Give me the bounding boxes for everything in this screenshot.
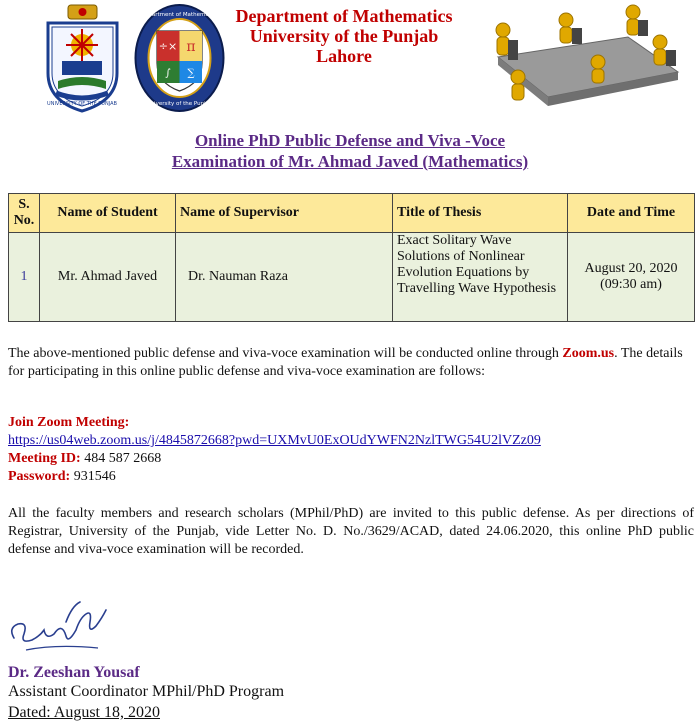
- header-supervisor: Name of Supervisor: [176, 194, 393, 233]
- cell-supervisor: Dr. Nauman Raza: [176, 233, 393, 322]
- meeting-id-label: Meeting ID:: [8, 451, 81, 466]
- header-sno: S. No.: [9, 194, 40, 233]
- signatory-name: Dr. Zeeshan Yousaf: [8, 664, 140, 681]
- password-label: Password:: [8, 469, 71, 484]
- university-logo-text: UNIVERSITY OF THE PUNJAB: [47, 101, 117, 107]
- cell-thesis: Exact Solitary Wave Solutions of Nonlinear Evolution Equations by Travelling Wave Hypothesis: [393, 233, 568, 322]
- header-date-time: Date and Time: [568, 194, 695, 233]
- university-of-punjab-logo: [40, 3, 125, 113]
- dept-logo-bottom-text: University of the Punjab: [146, 101, 213, 107]
- svg-text:∑: ∑: [187, 68, 195, 79]
- table-header-row: [9, 194, 695, 233]
- svg-text:π: π: [186, 39, 196, 55]
- join-zoom-label: Join Zoom Meeting:: [8, 415, 130, 430]
- cell-date: August 20, 2020: [584, 261, 678, 276]
- meeting-id-value: 484 587 2668: [84, 451, 162, 466]
- signatory-title: Assistant Coordinator MPhil/PhD Program: [8, 683, 285, 700]
- paragraph-invitation: All the faculty members and research scholars (MPhil/PhD) are invited to this public defense. As per directions of Registrar, University of the Punjab, vide Letter No. D. No./3629/ACAD, dated 24.06.2020, this online PhD public defense and viva-voce examination will be recorded.: [8, 506, 694, 557]
- cell-sno: 1: [9, 233, 40, 322]
- meeting-table-illustration: [478, 2, 688, 110]
- cell-date-time: [568, 233, 695, 322]
- table-row: [9, 233, 695, 322]
- header-line-university: University of the Punjab: [249, 26, 439, 46]
- paragraph1-after: . The details for participating in this online public defense and viva-voce examination are follows:: [8, 346, 683, 379]
- password-value: 931546: [73, 469, 116, 484]
- signature-date: Dated: August 18, 2020: [8, 704, 160, 721]
- header-thesis: Title of Thesis: [393, 194, 568, 233]
- header-line-department: Department of Mathematics: [235, 6, 453, 26]
- svg-text:∫: ∫: [165, 68, 171, 79]
- paragraph1-before: The above-mentioned public defense and viva-voce examination will be conducted online through: [8, 346, 559, 361]
- header-line-city: Lahore: [316, 46, 372, 66]
- zoom-us-word: Zoom.us: [562, 346, 615, 361]
- department-header: [228, 6, 460, 66]
- document-title: [0, 130, 700, 172]
- svg-text:÷×: ÷×: [158, 40, 178, 53]
- title-line-2: Examination of Mr. Ahmad Javed (Mathematics): [171, 152, 529, 171]
- title-line-1: Online PhD Public Defense and Viva -Voce: [194, 131, 506, 150]
- defense-schedule-table: [8, 193, 695, 322]
- cell-student: Mr. Ahmad Javed: [40, 233, 176, 322]
- handwritten-signature: [6, 600, 116, 662]
- dept-logo-top-text: Department of Mathematics: [140, 12, 219, 18]
- paragraph-online-notice: [8, 345, 694, 381]
- zoom-details: [8, 414, 694, 486]
- header-student: Name of Student: [40, 194, 176, 233]
- cell-time: (09:30 am): [600, 277, 662, 292]
- zoom-meeting-link[interactable]: https://us04web.zoom.us/j/4845872668?pwd=UXMvU0ExOUdYWFN2NzlTWG54U2lVZz09: [8, 433, 541, 448]
- department-of-mathematics-logo: [133, 3, 226, 113]
